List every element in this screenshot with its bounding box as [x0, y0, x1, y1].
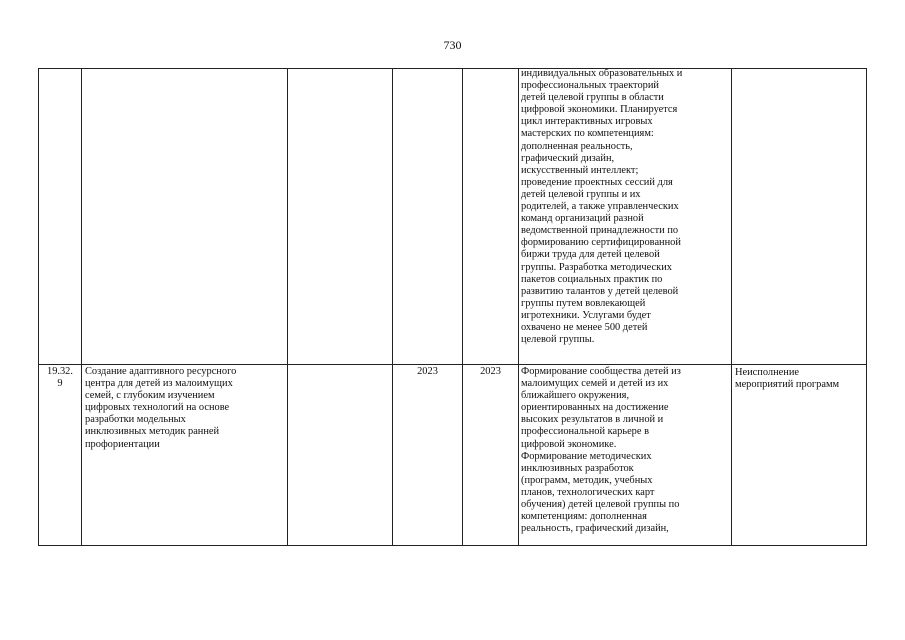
table-cell-risk: Неисполнение мероприятий программ: [735, 367, 840, 391]
table-cell-number: 19.32. 9: [47, 366, 73, 390]
plan-table: [38, 68, 867, 546]
table-cell-result: Формирование сообщества детей из малоимущих семей и детей из их ближайшего окружения, ориентированных на достижение высоких результатов в личной и профессиональной карьере в цифровой экономике. Формирование методических инклюзивных разработок (программ, методик, учебных планов, технологических карт обучения) детей целевой группы по компетенциям: дополненная реальность, графический дизайн,: [521, 366, 681, 535]
column-divider: [731, 68, 732, 546]
column-divider: [866, 68, 867, 546]
table-cell-risk: [734, 69, 864, 363]
table-cell-empty: [288, 366, 391, 544]
table-border-bottom: [38, 545, 867, 546]
row-divider: [38, 364, 867, 365]
page-number: 730: [443, 38, 462, 52]
column-divider: [518, 68, 519, 546]
table-cell-end-year: 2023: [480, 366, 501, 377]
table-cell-start-year: 2023: [417, 366, 438, 377]
table-cell-result: индивидуальных образовательных и профессиональных траекторий детей целевой группы в области цифровой экономики. Планируется цикл интерактивных игровых мастерских по компетенциям: дополненная реальность, графический дизайн, искусственный интеллект; проведение проектных сессий для детей целевой группы и их родителей, а также управленческих команд организаций разной ведомственной принадлежности по формированию сертифицированной биржи труда для детей целевой группы. Разработка методических пакетов социальных практик по развитию талантов у детей целевой группы путем вовлекающей игротехники. Услугами будет охвачено не менее 500 детей целевой группы.: [521, 68, 683, 346]
table-cell-name: Создание адаптивного ресурсного центра для детей из малоимущих семей, с глубоким изучением цифровых технологий на основе разработки модельных инклюзивных методик ранней профориентации: [85, 366, 237, 450]
table-cell-name: [82, 69, 286, 363]
